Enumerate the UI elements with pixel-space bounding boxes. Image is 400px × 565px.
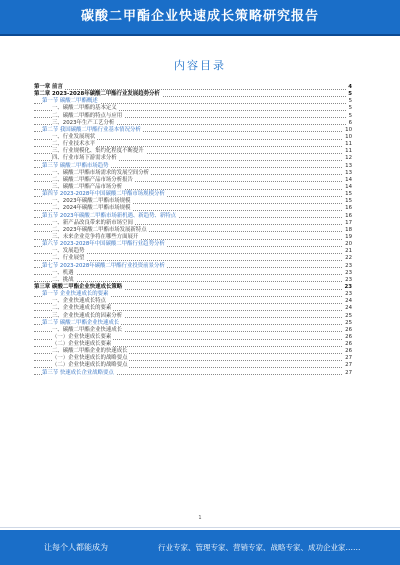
toc-entry-title: 一、企业快速成长特点 bbox=[52, 298, 106, 305]
toc-entry-title: （二）企业快速成长要素 bbox=[52, 341, 112, 348]
toc-entry[interactable] bbox=[34, 170, 352, 177]
toc-entry-title: 第六节 2023-2028年中国碳酸二甲酯行业趋势分析 bbox=[42, 241, 165, 248]
toc-entry-page: 21 bbox=[345, 248, 352, 255]
toc-entry-title: 一、发展趋势 bbox=[52, 248, 85, 255]
toc-entry[interactable] bbox=[34, 220, 352, 227]
toc-entry[interactable] bbox=[34, 213, 352, 220]
toc-entry-title: 第三节 碳酸二甲酯市场趋势 bbox=[42, 162, 109, 169]
toc-entry-title: 第三节 快速成长企业战略要点 bbox=[42, 369, 114, 376]
toc-entry-page: 14 bbox=[345, 176, 352, 183]
toc-entry-page: 23 bbox=[344, 283, 352, 290]
toc-entry[interactable] bbox=[34, 284, 352, 291]
toc-entry-title: 二、2024年碳酸二甲酯市场规模 bbox=[52, 205, 131, 212]
toc-entry-title: 第七节 2023-2028年碳酸二甲酯行业投资前景分析 bbox=[42, 262, 165, 269]
toc-entry[interactable] bbox=[34, 255, 352, 262]
footer-divider bbox=[0, 527, 400, 528]
toc-entry-page: 11 bbox=[345, 148, 352, 155]
toc-entry-page: 23 bbox=[345, 291, 352, 298]
toc-entry-page: 26 bbox=[345, 341, 352, 348]
report-title: 碳酸二甲酯企业快速成长策略研究报告 bbox=[80, 9, 319, 24]
toc-entry-title: 二、碳酸二甲酯产品市场分析报告 bbox=[52, 176, 133, 183]
toc-entry-title: 第一节 碳酸二甲酯概述 bbox=[42, 98, 98, 105]
toc-entry[interactable] bbox=[34, 155, 352, 162]
toc-entry-title: 第二节 我国碳酸二甲酯行业基本情况分析 bbox=[42, 126, 141, 133]
toc-entry-title: 二、挑战 bbox=[52, 276, 74, 283]
toc-entry-page: 13 bbox=[345, 162, 352, 169]
toc-entry-title: 二、行业技术水平 bbox=[52, 141, 96, 148]
toc-entry-title: 第五节 2023年碳酸二甲酯市场新机遇、新趋势、新特点 bbox=[42, 212, 177, 219]
toc-entry-page: 19 bbox=[345, 233, 352, 240]
table-of-contents bbox=[34, 84, 352, 377]
toc-entry-title: 四、行业市场下游需求分析 bbox=[52, 155, 117, 162]
toc-entry-page: 26 bbox=[345, 333, 352, 340]
toc-entry-page: 5 bbox=[348, 105, 352, 112]
toc-leader-dots bbox=[34, 89, 352, 90]
toc-entry-page: 27 bbox=[345, 362, 352, 369]
toc-entry-page: 14 bbox=[345, 183, 352, 190]
toc-entry-title: （一）企业快速成长的战略要点 bbox=[52, 355, 128, 362]
toc-entry-page: 12 bbox=[345, 155, 352, 162]
toc-entry-page: 10 bbox=[345, 126, 352, 133]
toc-entry-title: 一、行业发展现状 bbox=[52, 133, 96, 140]
toc-entry-page: 16 bbox=[345, 212, 352, 219]
toc-entry-title: 三、企业快速成长的因素分析 bbox=[52, 312, 123, 319]
toc-entry-page: 10 bbox=[345, 133, 352, 140]
toc-entry-title: 二、2023年碳酸二甲酯市场发展新特点 bbox=[52, 226, 147, 233]
toc-entry[interactable] bbox=[34, 263, 352, 270]
toc-entry-title: 一、碳酸二甲酯市场需求的发展空间分析 bbox=[52, 169, 150, 176]
toc-entry-page: 6 bbox=[348, 119, 352, 126]
toc-entry-page: 11 bbox=[345, 141, 352, 148]
toc-entry-title: 二、企业快速成长的要素 bbox=[52, 305, 112, 312]
toc-entry[interactable] bbox=[34, 270, 352, 277]
toc-entry-page: 5 bbox=[348, 112, 352, 119]
toc-entry[interactable] bbox=[34, 320, 352, 327]
toc-entry-title: 三、行业规模化、集约化程度不断提升 bbox=[52, 148, 144, 155]
toc-entry-page: 16 bbox=[345, 205, 352, 212]
toc-entry-title: 二、行业展望 bbox=[52, 255, 85, 262]
toc-entry-title: 一、新产品改良带来的新市场空间 bbox=[52, 219, 133, 226]
toc-entry-page: 20 bbox=[345, 241, 352, 248]
footer-bar bbox=[0, 530, 400, 565]
toc-entry-page: 5 bbox=[348, 98, 352, 105]
toc-entry-title: 第二节 碳酸二甲酯企业快速成长 bbox=[42, 319, 120, 326]
toc-entry-page: 26 bbox=[345, 348, 352, 355]
toc-entry-title: 一、碳酸二甲酯的基本定义 bbox=[52, 105, 117, 112]
toc-entry-title: （二）企业快速成长的战略要点 bbox=[52, 362, 128, 369]
toc-entry[interactable] bbox=[34, 113, 352, 120]
toc-entry[interactable] bbox=[34, 205, 352, 212]
toc-entry-page: 15 bbox=[345, 191, 352, 198]
toc-entry-page: 23 bbox=[345, 262, 352, 269]
toc-entry-title: 三、碳酸二甲酯产品市场分析 bbox=[52, 183, 123, 190]
toc-entry-title: 三、未来企业竞争将在哪些方面展开 bbox=[52, 233, 139, 240]
toc-entry[interactable] bbox=[34, 305, 352, 312]
toc-entry[interactable] bbox=[34, 163, 352, 170]
toc-leader-dots bbox=[34, 281, 352, 282]
toc-entry-page: 13 bbox=[345, 169, 352, 176]
toc-entry[interactable] bbox=[34, 277, 352, 284]
toc-entry[interactable] bbox=[34, 227, 352, 234]
toc-entry[interactable] bbox=[34, 120, 352, 127]
toc-entry[interactable] bbox=[34, 127, 352, 134]
toc-entry-title: 一、2023年碳酸二甲酯市场规模 bbox=[52, 198, 131, 205]
toc-entry[interactable] bbox=[34, 362, 352, 369]
toc-entry-title: 第一章 前言 bbox=[34, 84, 63, 90]
toc-entry-page: 23 bbox=[345, 276, 352, 283]
toc-entry-title: 第四节 2023-2028年中国碳酸二甲酯市场规模分析 bbox=[42, 191, 165, 198]
toc-entry-page: 24 bbox=[345, 305, 352, 312]
toc-entry-title: 二、碳酸二甲酯的特点与应用 bbox=[52, 112, 123, 119]
toc-entry[interactable] bbox=[34, 327, 352, 334]
toc-entry-page: 5 bbox=[348, 91, 352, 98]
toc-entry[interactable] bbox=[34, 334, 352, 341]
toc-entry-page: 27 bbox=[345, 369, 352, 376]
header-underline bbox=[0, 34, 400, 36]
toc-entry-page: 15 bbox=[345, 198, 352, 205]
toc-entry-title: 三、2023年生产工艺分析 bbox=[52, 119, 115, 126]
toc-entry-title: 一、碳酸二甲酯企业快速成长 bbox=[52, 326, 123, 333]
report-header-bar bbox=[0, 0, 400, 34]
toc-entry-page: 24 bbox=[345, 298, 352, 305]
toc-entry-title: 第二章 2023-2028年碳酸二甲酯行业发展趋势分析 bbox=[34, 91, 160, 98]
toc-entry-title: 二、碳酸二甲酯企业的快速成长 bbox=[52, 348, 128, 355]
toc-entry-page: 18 bbox=[345, 226, 352, 233]
toc-entry[interactable] bbox=[34, 105, 352, 112]
toc-entry-page: 22 bbox=[345, 255, 352, 262]
toc-entry-page: 25 bbox=[345, 319, 352, 326]
toc-entry-title: 第三章 碳酸二甲酯企业快速成长策略 bbox=[34, 283, 123, 290]
page-number: 1 bbox=[198, 515, 202, 521]
toc-entry-title: 一、机遇 bbox=[52, 269, 74, 276]
toc-entry-title: （一）企业快速成长要素 bbox=[52, 333, 112, 340]
toc-entry-page: 26 bbox=[345, 326, 352, 333]
toc-entry[interactable] bbox=[34, 313, 352, 320]
toc-entry-page: 4 bbox=[348, 84, 352, 90]
footer-slogan-right: 行业专家、管理专家、营销专家、战略专家、成功企业家…… bbox=[158, 543, 361, 552]
toc-entry-page: 27 bbox=[345, 355, 352, 362]
toc-entry-page: 17 bbox=[345, 219, 352, 226]
toc-entry[interactable] bbox=[34, 177, 352, 184]
toc-entry-page: 25 bbox=[345, 312, 352, 319]
toc-entry[interactable] bbox=[34, 370, 352, 377]
toc-entry-title: 第一节 企业快速成长的要素 bbox=[42, 291, 109, 298]
toc-leader-dots bbox=[34, 274, 352, 275]
toc-heading: 内容目录 bbox=[174, 59, 226, 72]
footer-slogan-left: 让每个人都能成为 bbox=[44, 543, 108, 552]
toc-entry-page: 23 bbox=[345, 269, 352, 276]
